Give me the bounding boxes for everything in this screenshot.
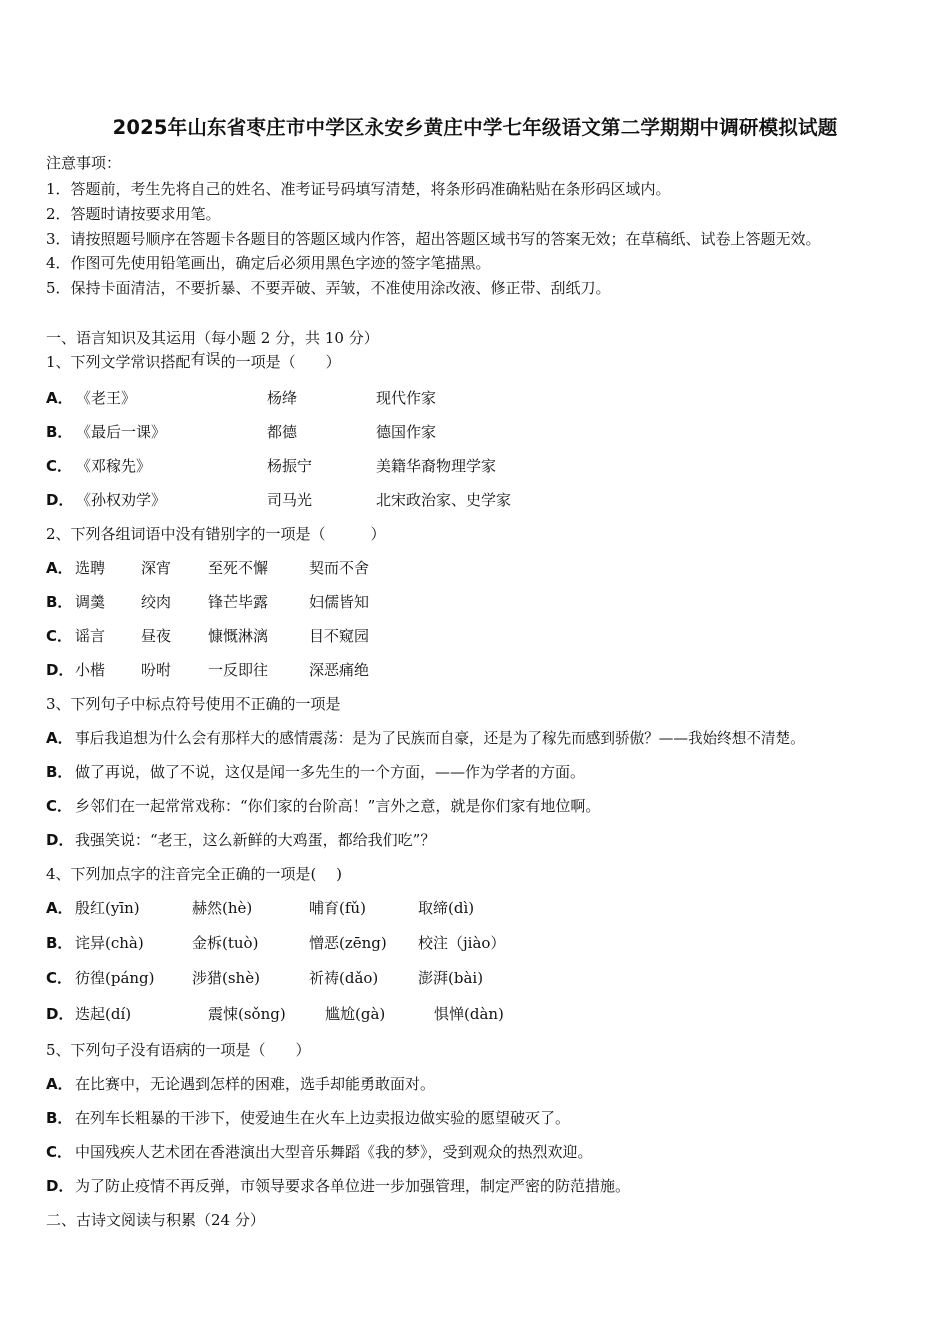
option-label: C． <box>46 457 73 475</box>
question-1-stem <box>46 351 341 372</box>
question-3-stem: 3、下列句子中标点符号使用不正确的一项是 <box>46 695 341 713</box>
option-work: 《老王》 <box>76 389 137 407</box>
option-label: D． <box>46 831 74 849</box>
option-label: C． <box>46 627 73 645</box>
option-label: B． <box>46 423 73 441</box>
option-pinyin: 校注（jiào） <box>418 934 506 952</box>
option-word: 契而不舍 <box>309 559 370 577</box>
question-1-stem-tail: 的一项是（ ） <box>220 353 341 371</box>
option-pinyin: 金柝(tuò) <box>192 934 259 952</box>
option-label: A． <box>46 559 73 577</box>
option-pinyin: 迭起(dí) <box>75 1005 132 1023</box>
option-text: 在比赛中，无论遇到怎样的困难，选手却能勇敢面对。 <box>75 1075 436 1093</box>
option-label: A． <box>46 899 73 917</box>
option-desc: 现代作家 <box>376 389 437 407</box>
question-4-stem: 4、下列加点字的注音完全正确的一项是( ) <box>46 865 343 883</box>
question-2-stem: 2、下列各组词语中没有错别字的一项是（ ） <box>46 525 386 543</box>
option-word: 吩咐 <box>141 661 172 679</box>
notice-item: 5．保持卡面清洁，不要折暴、不要弄破、弄皱，不准使用涂改液、修正带、刮纸刀。 <box>46 279 611 297</box>
option-text: 事后我追想为什么会有那样大的感情震荡：是为了民族而自豪，还是为了稼先而感到骄傲？——我始终想不清楚。 <box>75 730 805 747</box>
option-text: 在列车长粗暴的干涉下，使爱迪生在火车上边卖报边做实验的愿望破灭了。 <box>75 1109 571 1127</box>
option-word: 深宵 <box>141 559 172 577</box>
option-desc: 美籍华裔物理学家 <box>376 457 497 475</box>
option-text: 做了再说，做了不说，这仅是闻一多先生的一个方面，——作为学者的方面。 <box>75 763 586 781</box>
option-pinyin: 诧异(chà) <box>75 934 144 952</box>
option-word: 选聘 <box>75 559 106 577</box>
option-pinyin: 取缔(dì) <box>418 899 475 917</box>
option-label: C． <box>46 969 73 987</box>
option-label: A． <box>46 389 73 407</box>
option-desc: 北宋政治家、史学家 <box>376 491 512 509</box>
option-pinyin: 祈祷(dǎo) <box>309 969 379 987</box>
option-label: C． <box>46 797 73 815</box>
notice-heading: 注意事项： <box>46 154 122 172</box>
option-word: 绞肉 <box>141 593 172 611</box>
notice-item: 2．答题时请按要求用笔。 <box>46 205 221 223</box>
option-text: 为了防止疫情不再反弹，市领导要求各单位进一步加强管理，制定严密的防范措施。 <box>75 1177 631 1195</box>
option-word: 一反即往 <box>208 661 269 679</box>
question-1-stem-emphasis: 有误 <box>190 350 221 368</box>
option-label: D． <box>46 1177 74 1195</box>
option-word: 昼夜 <box>141 627 172 645</box>
option-pinyin: 尴尬(gà) <box>325 1005 386 1023</box>
option-word: 深恶痛绝 <box>309 661 370 679</box>
option-word: 小楷 <box>75 661 106 679</box>
option-author: 杨绛 <box>267 389 298 407</box>
option-word: 至死不懈 <box>208 559 269 577</box>
section-heading-2: 二、古诗文阅读与积累（24 分） <box>46 1211 265 1229</box>
option-word: 目不窥园 <box>309 627 370 645</box>
page-title: 2025年山东省枣庄市中学区永安乡黄庄中学七年级语文第二学期期中调研模拟试题 <box>112 116 838 139</box>
option-pinyin: 憎恶(zēng) <box>309 934 387 952</box>
section-heading-1: 一、语言知识及其运用（每小题 2 分，共 10 分） <box>46 329 379 347</box>
option-author: 都德 <box>267 423 298 441</box>
option-desc: 德国作家 <box>376 423 437 441</box>
option-word: 锋芒毕露 <box>208 593 269 611</box>
option-word: 调羹 <box>75 593 106 611</box>
option-text: 中国残疾人艺术团在香港演出大型音乐舞蹈《我的梦》，受到观众的热烈欢迎。 <box>75 1143 593 1161</box>
option-text: 乡邻们在一起常常戏称：“你们家的台阶高！”言外之意，就是你们家有地位啊。 <box>75 797 601 815</box>
option-label: B． <box>46 763 73 781</box>
option-label: A． <box>46 729 73 747</box>
option-label: D． <box>46 491 74 509</box>
option-label: A． <box>46 1075 73 1093</box>
option-pinyin: 惧惮(dàn) <box>434 1005 504 1023</box>
option-pinyin: 哺育(fǔ) <box>309 899 366 917</box>
option-pinyin: 澎湃(bài) <box>418 969 484 987</box>
notice-item: 3．请按照题号顺序在答题卡各题目的答题区域内作答，超出答题区域书写的答案无效；在草稿纸、试卷上答题无效。 <box>46 230 821 248</box>
option-label: D． <box>46 661 74 679</box>
option-label: D． <box>46 1005 74 1023</box>
option-pinyin: 彷徨(páng) <box>75 969 155 987</box>
option-label: B． <box>46 593 73 611</box>
option-text: 我强笑说：“老王，这么新鲜的大鸡蛋，都给我们吃”？ <box>75 831 436 849</box>
option-label: B． <box>46 934 73 952</box>
question-1-stem-text: 1、下列文学常识搭配 <box>46 353 191 371</box>
option-work: 《最后一课》 <box>76 423 167 441</box>
option-author: 杨振宁 <box>267 457 313 475</box>
option-word: 谣言 <box>75 627 106 645</box>
option-work: 《孙权劝学》 <box>76 491 167 509</box>
question-5-stem: 5、下列句子没有语病的一项是（ ） <box>46 1041 311 1059</box>
option-label: C． <box>46 1143 73 1161</box>
option-pinyin: 涉猎(shè) <box>192 969 260 987</box>
option-pinyin: 赫然(hè) <box>192 899 253 917</box>
option-author: 司马光 <box>267 491 313 509</box>
option-word: 妇儒皆知 <box>309 593 370 611</box>
option-pinyin: 震悚(sǒng) <box>208 1005 286 1023</box>
option-pinyin: 殷红(yīn) <box>75 899 140 917</box>
notice-item: 4．作图可先使用铅笔画出，确定后必须用黑色字迹的签字笔描黑。 <box>46 254 491 272</box>
notice-item: 1．答题前，考生先将自己的姓名、准考证号码填写清楚，将条形码准确粘贴在条形码区域内。 <box>46 180 671 198</box>
option-label: B． <box>46 1109 73 1127</box>
option-word: 慷慨淋漓 <box>208 627 269 645</box>
option-work: 《邓稼先》 <box>76 457 152 475</box>
